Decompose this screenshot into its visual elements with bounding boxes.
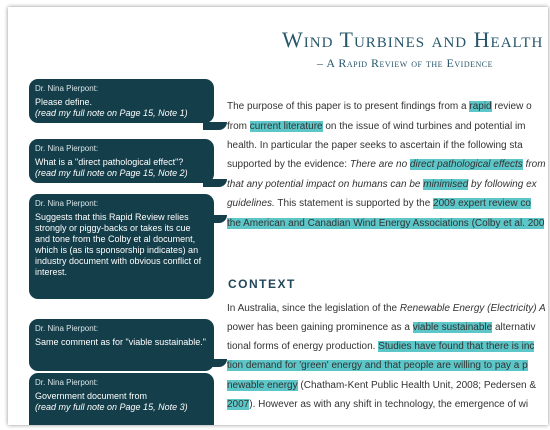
comment-body: Government document from <box>35 391 148 401</box>
comment-author: Dr. Nina Pierpont: <box>35 324 99 333</box>
comment-reference: (read my full note on Page 15, Note 1) <box>35 108 188 118</box>
intro-line-6: guidelines. This statement is supported by the 2009 expert review co <box>227 198 531 209</box>
comment-body: Suggests that this Rapid Review relies strongly or piggy-backs or takes its cue and tone from the Colby et al document, which is (as its sponsorship indicates) an industry document with obvious conflict of interest. <box>35 212 202 277</box>
context-line-6: 2007). However as with any shift in technology, the emergence of wi <box>227 399 529 410</box>
highlight-studies-have-found[interactable]: Studies have found that there is inc <box>378 341 535 352</box>
comment-author: Dr. Nina Pierpont: <box>35 144 99 153</box>
comment-reference: (read my full note on Page 15, Note 3) <box>35 402 188 412</box>
comment-bubble[interactable] <box>29 373 214 425</box>
highlight-renewable-energy[interactable]: newable energy <box>227 380 298 391</box>
intro-line-4: supported by the evidence: There are no direct pathological effects from <box>227 159 546 170</box>
comment-bubble[interactable] <box>29 319 214 371</box>
intro-line-5: that any potential impact on humans can be minimised by following ex <box>227 179 537 190</box>
highlight-2009-expert-review[interactable]: 2009 expert review co <box>433 198 531 209</box>
comment-author: Dr. Nina Pierpont: <box>35 84 99 93</box>
context-line-3: tional forms of energy production. Studies have found that there is inc <box>227 341 535 352</box>
context-line-1: In Australia, since the legislation of the Renewable Energy (Electricity) A <box>227 303 546 314</box>
highlight-current-literature[interactable]: current literature <box>249 121 323 132</box>
intro-line-7 <box>227 218 544 230</box>
highlight-minimised[interactable]: minimised <box>423 179 469 190</box>
comment-body: Please define. <box>35 97 93 107</box>
intro-line-3: health. In particular the paper seeks to ascertain if the following sta <box>227 140 523 151</box>
highlight-viable-sustainable[interactable]: viable sustainable <box>412 322 493 333</box>
comment-author: Dr. Nina Pierpont: <box>35 378 99 387</box>
intro-line-2: from current literature on the issue of wind turbines and potential im <box>227 121 526 132</box>
section-heading-context: CONTEXT <box>228 277 296 291</box>
highlight-rapid[interactable]: rapid <box>469 101 492 112</box>
page-title: Wind Turbines and Health <box>282 27 544 52</box>
comment-bubble[interactable] <box>29 194 214 299</box>
comment-bubble[interactable] <box>29 139 214 183</box>
intro-line-1: The purpose of this paper is to present findings from a rapid review o <box>227 101 532 112</box>
comment-body: What is a "direct pathological effect"? <box>35 157 184 167</box>
comment-body: Same comment as for "viable sustainable." <box>35 337 206 347</box>
comment-reference: (read my full note on Page 15, Note 2) <box>35 168 188 178</box>
highlight-2007[interactable]: 2007 <box>227 399 250 410</box>
comment-1-tail <box>203 122 227 130</box>
highlight-direct-pathological-effects[interactable]: direct pathological effects <box>409 159 523 170</box>
highlight-green-demand[interactable]: tion demand for 'green' energy and that people are willing to pay a p <box>227 360 528 371</box>
context-line-5: newable energy (Chatham-Kent Public Health Unit, 2008; Pedersen & <box>227 380 537 391</box>
page-subtitle: – A Rapid Review of the Evidence <box>317 56 493 70</box>
comment-bubble[interactable] <box>29 79 214 123</box>
context-line-4 <box>227 360 528 372</box>
comment-author: Dr. Nina Pierpont: <box>35 199 99 208</box>
document-page <box>8 7 548 425</box>
highlight-associations[interactable]: the American and Canadian Wind Energy Associations (Colby et al. 200 <box>227 218 545 229</box>
context-line-2: power has been gaining prominence as a viable sustainable alternativ <box>227 322 536 333</box>
